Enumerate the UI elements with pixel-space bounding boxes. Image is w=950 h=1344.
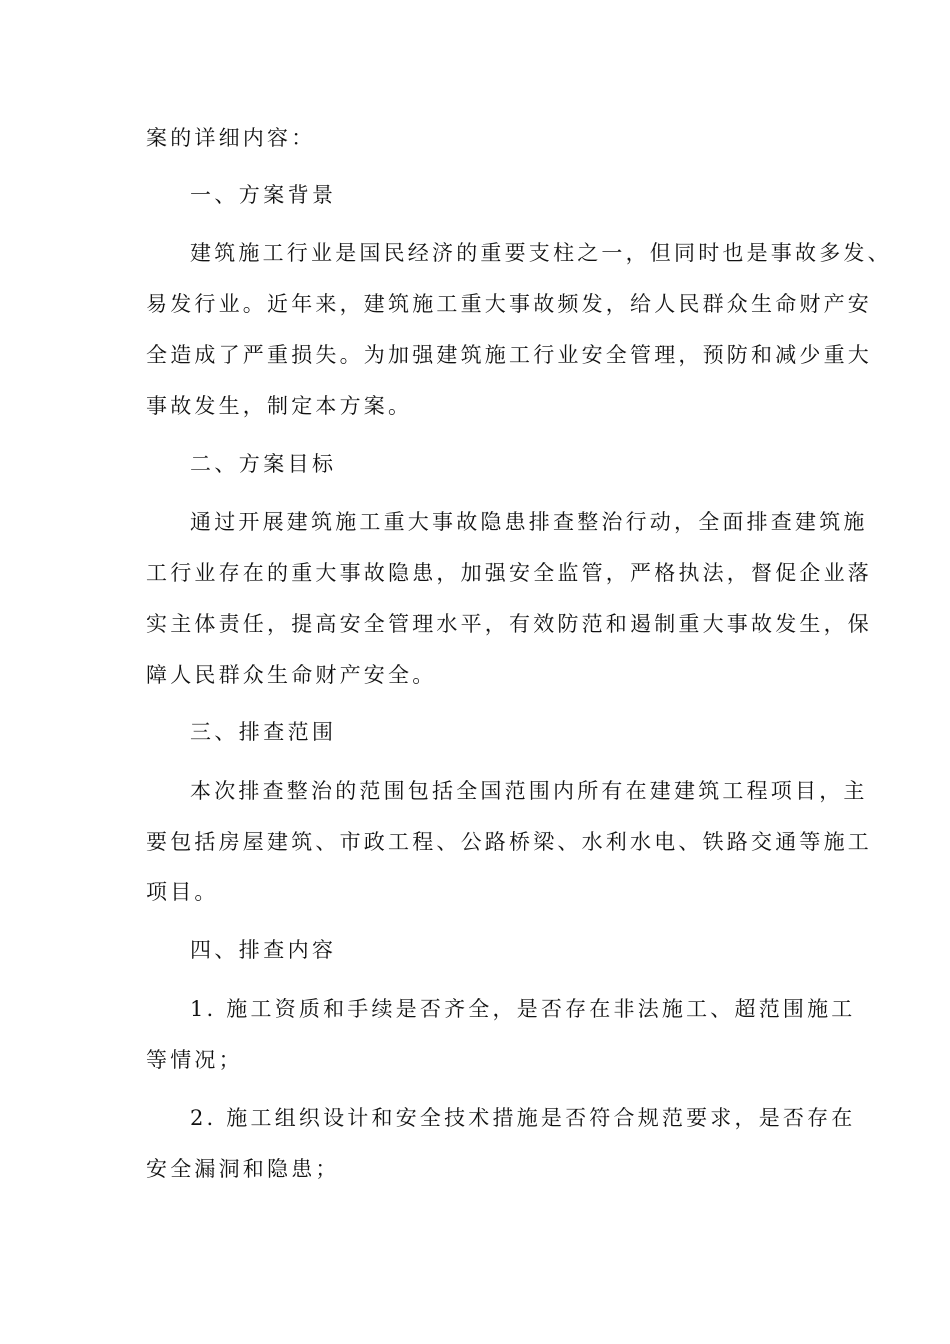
paragraph-line: 通过开展建筑施工重大事故隐患排查整治行动，全面排查建筑施 xyxy=(190,510,868,534)
paragraph-line: 项目。 xyxy=(146,880,219,904)
section-heading-scope: 三、排查范围 xyxy=(190,720,337,744)
paragraph-line: 事故发生，制定本方案。 xyxy=(146,394,413,418)
list-item-line: 等情况； xyxy=(146,1048,243,1072)
list-item-line: 2. 施工组织设计和安全技术措施是否符合规范要求，是否存在 xyxy=(190,1106,856,1130)
list-item-line: 安全漏洞和隐患； xyxy=(146,1157,340,1181)
paragraph-line: 实主体责任，提高安全管理水平，有效防范和遏制重大事故发生，保 xyxy=(146,612,872,636)
section-heading-goals: 二、方案目标 xyxy=(190,452,337,476)
paragraph-line: 全造成了严重损失。为加强建筑施工行业安全管理，预防和减少重大 xyxy=(146,343,872,367)
section-heading-background: 一、方案背景 xyxy=(190,183,337,207)
paragraph-line: 易发行业。近年来，建筑施工重大事故频发，给人民群众生命财产安 xyxy=(146,292,872,316)
list-item-line: 1. 施工资质和手续是否齐全，是否存在非法施工、超范围施工 xyxy=(190,997,856,1021)
paragraph-line: 要包括房屋建筑、市政工程、公路桥梁、水利水电、铁路交通等施工 xyxy=(146,830,872,854)
section-heading-content: 四、排查内容 xyxy=(190,938,337,962)
paragraph-line: 障人民群众生命财产安全。 xyxy=(146,663,437,687)
intro-text-line: 案的详细内容： xyxy=(146,126,316,150)
paragraph-line: 本次排查整治的范围包括全国范围内所有在建建筑工程项目，主 xyxy=(190,779,868,803)
paragraph-line: 建筑施工行业是国民经济的重要支柱之一，但同时也是事故多发、 xyxy=(190,241,892,265)
paragraph-line: 工行业存在的重大事故隐患，加强安全监管，严格执法，督促企业落 xyxy=(146,561,872,585)
